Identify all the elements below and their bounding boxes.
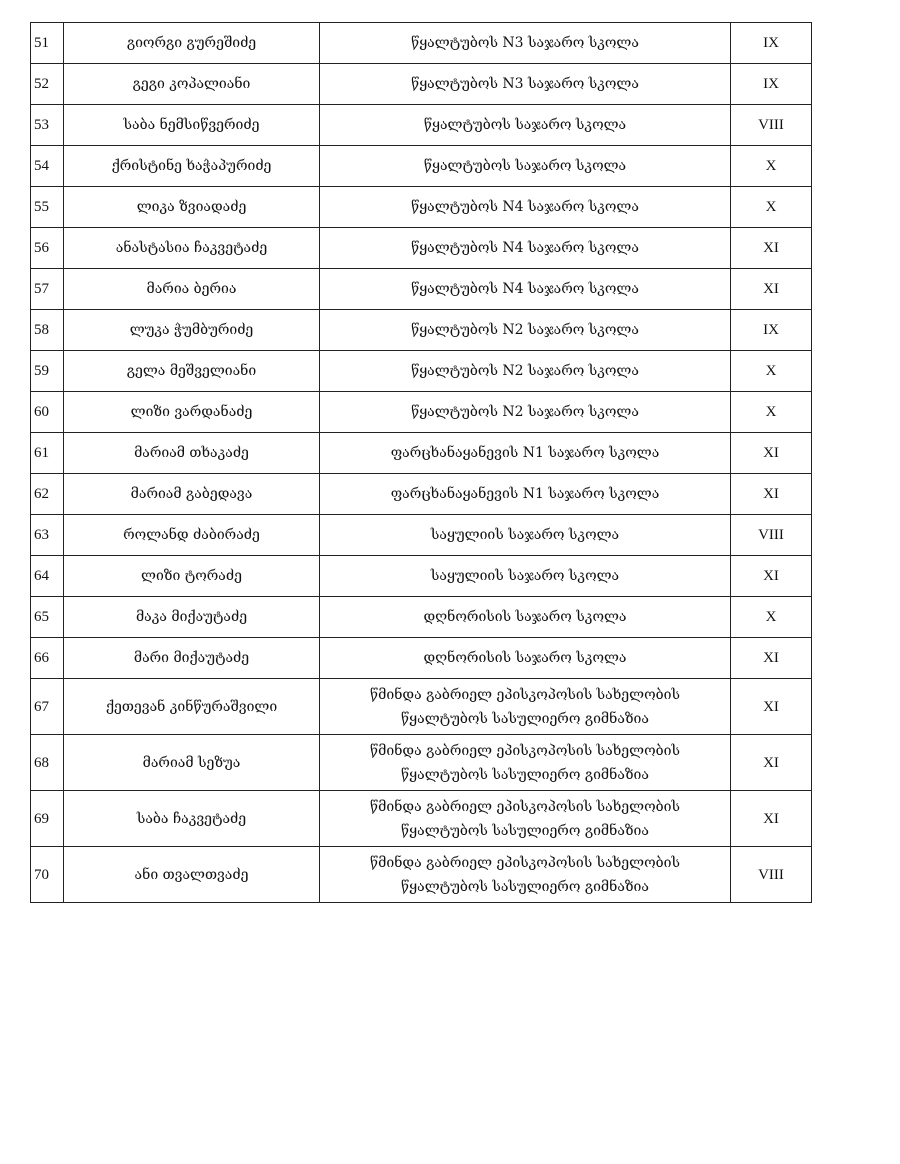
table-row [31, 23, 812, 64]
school-name: წყალტუბოს საჯარო სკოლა [320, 146, 731, 187]
grade: IX [731, 64, 812, 105]
row-number: 55 [31, 187, 64, 228]
table-row [31, 474, 812, 515]
row-number: 51 [31, 23, 64, 64]
school-name: წყალტუბოს N4 საჯარო სკოლა [320, 187, 731, 228]
row-number: 59 [31, 351, 64, 392]
student-name: ქეთევან კინწურაშვილი [64, 679, 320, 735]
student-name: მარიამ სეზუა [64, 735, 320, 791]
row-number: 62 [31, 474, 64, 515]
student-name: ლიზი ტორაძე [64, 556, 320, 597]
table-row [31, 433, 812, 474]
grade: X [731, 392, 812, 433]
school-name: წყალტუბოს N3 საჯარო სკოლა [320, 23, 731, 64]
student-name: მაკა მიქაუტაძე [64, 597, 320, 638]
table-row [31, 515, 812, 556]
grade: XI [731, 791, 812, 847]
school-name: წყალტუბოს N4 საჯარო სკოლა [320, 228, 731, 269]
document-page [30, 22, 812, 903]
school-name: წყალტუბოს N2 საჯარო სკოლა [320, 351, 731, 392]
grade: VIII [731, 105, 812, 146]
row-number: 65 [31, 597, 64, 638]
grade: XI [731, 556, 812, 597]
row-number: 67 [31, 679, 64, 735]
school-name [320, 847, 731, 903]
grade: XI [731, 474, 812, 515]
table-row [31, 351, 812, 392]
student-name: ქრისტინე ხაჭაპურიძე [64, 146, 320, 187]
school-name [320, 791, 731, 847]
grade: XI [731, 638, 812, 679]
school-name: საყულიის საჯარო სკოლა [320, 556, 731, 597]
school-name-line-1: წმინდა გაბრიელ ეპისკოპოსის სახელობის [370, 798, 680, 815]
school-name-line-1: წმინდა გაბრიელ ეპისკოპოსის სახელობის [370, 742, 680, 759]
school-name-line-2: წყალტუბოს სასულიერო გიმნაზია [401, 710, 649, 727]
student-name: საბა ჩაკვეტაძე [64, 791, 320, 847]
table-row [31, 735, 812, 791]
row-number: 70 [31, 847, 64, 903]
table-row [31, 310, 812, 351]
student-name: ლიზი ვარდანაძე [64, 392, 320, 433]
school-name-line-2: წყალტუბოს სასულიერო გიმნაზია [401, 878, 649, 895]
student-name: მარი მიქაუტაძე [64, 638, 320, 679]
table-row [31, 847, 812, 903]
grade: XI [731, 679, 812, 735]
table-row [31, 556, 812, 597]
grade: XI [731, 735, 812, 791]
school-name: წყალტუბოს N3 საჯარო სკოლა [320, 64, 731, 105]
table-row [31, 146, 812, 187]
school-name-line-2: წყალტუბოს სასულიერო გიმნაზია [401, 766, 649, 783]
row-number: 56 [31, 228, 64, 269]
table-row [31, 597, 812, 638]
table-row [31, 228, 812, 269]
row-number: 66 [31, 638, 64, 679]
student-name: როლანდ ძაბირაძე [64, 515, 320, 556]
table-row [31, 105, 812, 146]
student-name: ანი თვალთვაძე [64, 847, 320, 903]
school-name: საყულიის საჯარო სკოლა [320, 515, 731, 556]
row-number: 64 [31, 556, 64, 597]
row-number: 60 [31, 392, 64, 433]
row-number: 61 [31, 433, 64, 474]
school-name: წყალტუბოს N2 საჯარო სკოლა [320, 310, 731, 351]
row-number: 58 [31, 310, 64, 351]
student-name: მარია ბერია [64, 269, 320, 310]
school-name-line-1: წმინდა გაბრიელ ეპისკოპოსის სახელობის [370, 854, 680, 871]
grade: X [731, 351, 812, 392]
table-row [31, 679, 812, 735]
school-name: დღნორისის საჯარო სკოლა [320, 597, 731, 638]
school-name [320, 679, 731, 735]
grade: IX [731, 23, 812, 64]
school-name: წყალტუბოს N4 საჯარო სკოლა [320, 269, 731, 310]
table-row [31, 269, 812, 310]
row-number: 53 [31, 105, 64, 146]
grade: X [731, 187, 812, 228]
row-number: 57 [31, 269, 64, 310]
student-name: ლუკა ჭუმბურიძე [64, 310, 320, 351]
student-name: გელა მეშველიანი [64, 351, 320, 392]
participants-table-body [31, 23, 812, 903]
student-name: მარიამ თხაკაძე [64, 433, 320, 474]
student-name: გიორგი გურეშიძე [64, 23, 320, 64]
student-name: საბა ნემსიწვერიძე [64, 105, 320, 146]
grade: VIII [731, 515, 812, 556]
student-name: ანასტასია ჩაკვეტაძე [64, 228, 320, 269]
table-row [31, 187, 812, 228]
student-name: გეგი კოპალიანი [64, 64, 320, 105]
school-name [320, 735, 731, 791]
school-name-line-2: წყალტუბოს სასულიერო გიმნაზია [401, 822, 649, 839]
grade: VIII [731, 847, 812, 903]
table-row [31, 64, 812, 105]
school-name: წყალტუბოს საჯარო სკოლა [320, 105, 731, 146]
grade: XI [731, 269, 812, 310]
grade: X [731, 597, 812, 638]
school-name: ფარცხანაყანევის N1 საჯარო სკოლა [320, 433, 731, 474]
grade: X [731, 146, 812, 187]
row-number: 54 [31, 146, 64, 187]
grade: IX [731, 310, 812, 351]
school-name: დღნორისის საჯარო სკოლა [320, 638, 731, 679]
row-number: 69 [31, 791, 64, 847]
grade: XI [731, 228, 812, 269]
school-name: წყალტუბოს N2 საჯარო სკოლა [320, 392, 731, 433]
row-number: 52 [31, 64, 64, 105]
table-row [31, 392, 812, 433]
participants-table [30, 22, 812, 903]
table-row [31, 638, 812, 679]
row-number: 68 [31, 735, 64, 791]
table-row [31, 791, 812, 847]
school-name-line-1: წმინდა გაბრიელ ეპისკოპოსის სახელობის [370, 686, 680, 703]
school-name: ფარცხანაყანევის N1 საჯარო სკოლა [320, 474, 731, 515]
row-number: 63 [31, 515, 64, 556]
student-name: მარიამ გაბედავა [64, 474, 320, 515]
grade: XI [731, 433, 812, 474]
student-name: ლიკა ზვიადაძე [64, 187, 320, 228]
